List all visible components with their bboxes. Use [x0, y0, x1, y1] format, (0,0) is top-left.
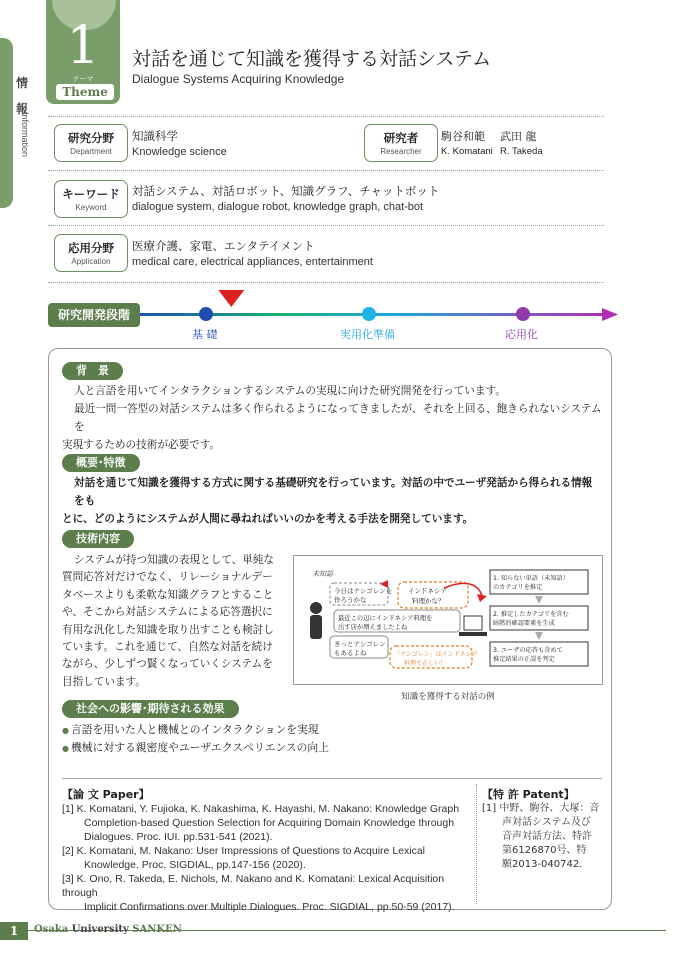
- stage-arrow-head: [602, 308, 618, 321]
- divider: [48, 282, 604, 283]
- patent-line: 音声対話方法、特許: [502, 831, 592, 842]
- overview-line: 対話を通じて知識を獲得する方式に関する基礎研究を行っています。対話の中でユーザ発話から得られる情報をも: [74, 477, 593, 507]
- stage-applied-label: 応用化: [505, 328, 538, 341]
- figure-caption: 知識を獲得する対話の例: [401, 692, 495, 702]
- background-heading: 背 景: [62, 362, 123, 380]
- tech-line: ています。これを通じて、自然な対話を続け: [62, 641, 273, 654]
- overview-heading: 概要･特徴: [62, 454, 140, 472]
- impact-item: ● 機械に対する親密度やユーザエクスペリエンスの向上: [62, 739, 329, 757]
- step-1-line: のカテゴリを推定: [493, 584, 543, 591]
- researcher-name-en-1: K. Komatani: [441, 146, 493, 157]
- paper-line: Knowledge. Proc. SIGDIAL, pp.147-156 (2020).: [84, 859, 306, 871]
- keyword-value-jp: 対話システム、対話ロボット、知識グラフ、チャットボット: [132, 184, 440, 198]
- fig-unknown-label: 未知語: [312, 570, 333, 578]
- stage-dot-basic: [199, 307, 213, 321]
- divider-vertical: [476, 784, 478, 904]
- theme-label: Theme: [56, 84, 114, 100]
- application-tag-en: Application: [71, 257, 111, 266]
- background-text: [62, 382, 602, 454]
- overview-line: とに、どのようにシステムが人間に尋ねればいいのかを考える手法を開発しています。: [62, 513, 474, 525]
- researcher-tag-en: Researcher: [380, 147, 422, 156]
- paper-line: Completion-based Question Selection for Acquiring Domain Knowledge through: [84, 817, 455, 829]
- tech-line: システムが持つ知識の表現として、単純な: [74, 554, 275, 566]
- background-line: 最近一問一答型の対話システムは多く作られるようになってきましたが、それを上回る、飽きられないシステムを: [74, 403, 602, 433]
- researcher-name-jp-2: 武田 龍: [500, 130, 537, 143]
- stage-dot-practical: [362, 307, 376, 321]
- tech-heading: 技術内容: [62, 530, 134, 548]
- stage-label: 研究開発段階: [48, 303, 140, 327]
- footer-brand-b: University: [68, 924, 133, 935]
- user-bubble-3-line: きっとナシゴレン: [334, 640, 386, 648]
- stage-bar: [140, 288, 620, 328]
- tech-line: ながら、少しずつ賢くなっていくシステムを: [62, 658, 273, 671]
- patent-line: 声対話システム及び: [502, 817, 591, 828]
- side-char-1: 情: [16, 76, 29, 90]
- paper-line: [1] K. Komatani, Y. Fujioka, K. Nakashima, K. Hayashi, M. Nakano: Knowledge Graph: [62, 803, 460, 815]
- theme-label-jp: テーマ: [72, 75, 94, 83]
- user-bubble-1-line: 作ろうかな: [334, 596, 367, 604]
- application-value-en: medical care, electrical appliances, entertainment: [132, 256, 373, 268]
- page-number: 1: [0, 922, 28, 940]
- user-bubble-3-line: もあるよね: [334, 649, 367, 657]
- divider: [48, 116, 604, 117]
- paper-line: [2] K. Komatani, M. Nakano: User Impressions of Questions to Acquire Lexical: [62, 845, 425, 857]
- footer-brand: [34, 924, 182, 935]
- tech-text: [62, 552, 290, 691]
- tech-line: 質問応答対だけでなく、リレーショナルデー: [62, 571, 273, 584]
- stage-basic-label: 基 礎: [192, 328, 218, 341]
- patent-text: [482, 802, 602, 872]
- papers-heading: 【論 文 Paper】: [62, 788, 150, 801]
- system-bubble-1-line: インドネシア: [408, 587, 447, 595]
- application-value-jp: 医療介護、家電、エンタテイメント: [132, 239, 315, 253]
- stage-current-marker: [218, 290, 244, 307]
- step-arrow-down: [535, 632, 543, 640]
- footer-brand-a: Osaka: [34, 924, 69, 935]
- tech-line: 目指しています。: [62, 675, 146, 688]
- system-bubble-2-line: 「ナシゴレン」はインドネシア: [394, 651, 478, 658]
- papers-list: [62, 802, 472, 914]
- keyword-tag: [54, 180, 128, 218]
- computer-icon: [464, 616, 482, 630]
- step-1-line: 1. 知らない単語（未知語）: [493, 575, 569, 582]
- keyword-tag-jp: キーワード: [62, 187, 120, 201]
- divider: [62, 778, 602, 779]
- step-arrow-down: [535, 596, 543, 604]
- patent-line: 第6126870号、特: [502, 845, 587, 856]
- application-tag: [54, 234, 128, 272]
- researcher-tag-jp: 研究者: [383, 131, 419, 145]
- patent-heading: 【特 許 Patent】: [482, 788, 575, 801]
- application-tag-jp: 応用分野: [68, 241, 114, 255]
- user-bubble-2-line: 最近この辺にインドネシア料理を: [338, 615, 433, 622]
- system-bubble-1-line: 料理かな？: [412, 597, 445, 605]
- system-bubble-2-line: 料理で正しい！: [404, 660, 447, 667]
- dialogue-figure-drawing: [294, 556, 602, 684]
- researcher-name-en-2: R. Takeda: [500, 146, 543, 157]
- background-line: 実現するための技術が必要です。: [62, 439, 221, 451]
- researcher-name-jp-1: 駒谷和範: [441, 130, 485, 143]
- field-value-jp: 知識科学: [132, 129, 178, 143]
- user-bubble-2-line: 出す店が増えましたよね: [338, 624, 408, 631]
- footer-brand-c: SANKEN: [132, 924, 182, 935]
- divider: [48, 225, 604, 226]
- page-subtitle: Dialogue Systems Acquiring Knowledge: [132, 72, 345, 86]
- paper-line: Implicit Confirmations over Multiple Dialogues. Proc. SIGDIAL, pp.50-59 (2017).: [84, 901, 455, 913]
- tech-line: 有用な汎化した知識を取り出すことも検討し: [62, 623, 274, 636]
- page-title: 対話を通じて知識を獲得する対話システム: [132, 48, 492, 70]
- impact-list: [62, 721, 329, 757]
- stage-dot-applied: [516, 307, 530, 321]
- side-label-en: [4, 112, 44, 192]
- step-3-line: 3. ユーザの応答も含めて: [493, 647, 563, 654]
- field-tag-en: Department: [70, 147, 112, 156]
- paper-line: [3] K. Ono, R. Takeda, E. Nichols, M. Nakano and K. Komatani: Lexical Acquisition through: [62, 873, 445, 899]
- step-2-line: 2. 推定したカテゴリを含む: [493, 611, 569, 618]
- side-char-2: 報: [16, 102, 29, 116]
- tech-line: タベースよりも柔軟な知識グラフとすること: [62, 588, 274, 601]
- step-2-line: 暗黙的確認要素を生成: [493, 620, 555, 627]
- field-tag: [54, 124, 128, 162]
- divider: [48, 170, 604, 171]
- flow-arrow-head: [477, 594, 487, 602]
- patent-line: [1] 中野、駒谷、大塚：音: [482, 803, 600, 814]
- user-icon-body: [310, 615, 322, 639]
- dialogue-figure: [293, 555, 603, 685]
- researcher-tag: [364, 124, 438, 162]
- stage-practical-label: 実用化準備: [340, 328, 395, 341]
- user-bubble-1-line: 今日はナシゴレンを: [334, 587, 393, 595]
- impact-item: ● 言語を用いた人と機械とのインタラクションを実現: [62, 721, 329, 739]
- overview-text: [62, 474, 602, 528]
- computer-icon-base: [459, 632, 487, 636]
- step-3-line: 推定結果の正誤を判定: [493, 656, 555, 663]
- user-icon: [310, 602, 322, 614]
- keyword-tag-en: Keyword: [75, 203, 107, 212]
- patent-line: 願2013-040742.: [502, 859, 583, 870]
- theme-number: 1: [66, 16, 100, 76]
- side-label-en-text: Information: [20, 112, 30, 158]
- impact-heading: 社会への影響･期待される効果: [62, 700, 239, 718]
- field-tag-jp: 研究分野: [68, 131, 114, 145]
- field-value-en: Knowledge science: [132, 146, 227, 158]
- background-line: 人と言語を用いてインタラクションするシステムの実現に向けた研究開発を行っています。: [74, 385, 506, 397]
- paper-line: Dialogues. Proc. IUI. pp.531-541 (2021).: [84, 831, 273, 843]
- keyword-value-en: dialogue system, dialogue robot, knowledge graph, chat-bot: [132, 201, 424, 213]
- tech-line: や、そこから対話システムによる応答選択に: [62, 606, 273, 619]
